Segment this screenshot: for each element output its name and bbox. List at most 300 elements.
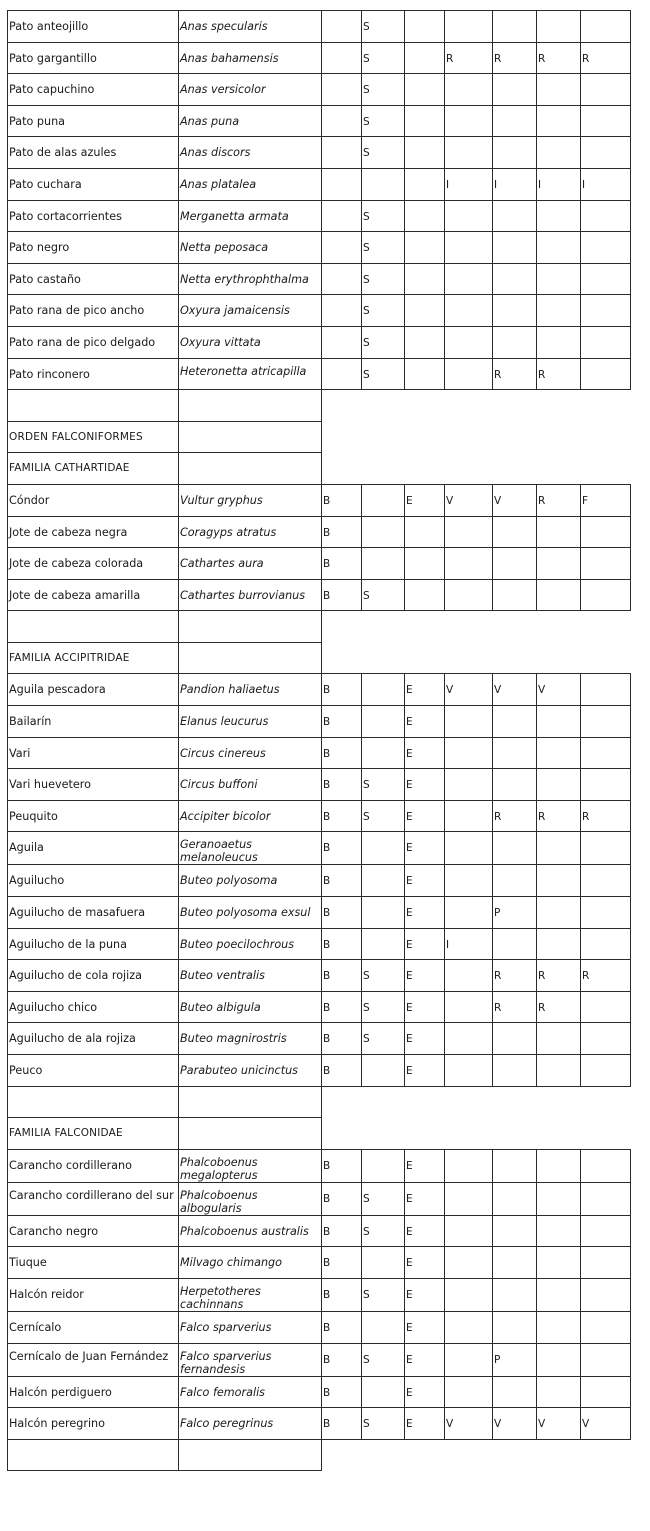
status-code-cell — [581, 769, 631, 801]
status-code-cell — [581, 832, 631, 865]
common-name-cell: Pato cuchara — [8, 168, 179, 200]
scientific-name-cell: Falco peregrinus — [179, 1408, 322, 1440]
status-code-cell: V — [493, 484, 537, 516]
table-row — [8, 1278, 631, 1311]
table-row — [8, 960, 631, 992]
status-code-cell: R — [537, 800, 581, 832]
status-code-cell: E — [405, 1376, 445, 1408]
scientific-name-cell: Buteo ventralis — [179, 960, 322, 992]
status-code-cell — [581, 865, 631, 897]
status-code-cell: E — [405, 1247, 445, 1279]
status-code-cell: E — [405, 928, 445, 960]
common-name-cell: Pato capuchino — [8, 74, 179, 106]
status-code-cell: E — [405, 1023, 445, 1055]
status-code-cell: B — [322, 960, 362, 992]
common-name-cell: Pato negro — [8, 232, 179, 264]
empty-cell — [179, 421, 322, 453]
scientific-name-cell: Falco sparverius — [179, 1311, 322, 1343]
scientific-name-cell: Anas versicolor — [179, 74, 322, 106]
status-code-cell — [537, 548, 581, 580]
status-code-cell — [445, 991, 493, 1023]
scientific-name-cell: Cathartes burrovianus — [179, 579, 322, 611]
status-code-cell — [537, 1182, 581, 1215]
status-code-cell — [537, 1343, 581, 1376]
status-code-cell: E — [405, 1149, 445, 1182]
status-code-cell — [537, 1055, 581, 1087]
status-code-cell — [581, 1055, 631, 1087]
status-code-cell: B — [322, 484, 362, 516]
status-code-cell — [493, 769, 537, 801]
common-name-cell: Halcón perdiguero — [8, 1376, 179, 1408]
status-code-cell — [405, 516, 445, 548]
status-code-cell — [405, 168, 445, 200]
empty-cell — [179, 611, 322, 643]
status-code-cell — [362, 1055, 405, 1087]
status-code-cell — [537, 1278, 581, 1311]
table-row — [8, 865, 631, 897]
status-code-cell: R — [493, 358, 537, 390]
table-row — [8, 548, 631, 580]
section-header: FAMILIA FALCONIDAE — [8, 1118, 179, 1150]
status-code-cell: E — [405, 865, 445, 897]
status-code-cell — [493, 1278, 537, 1311]
status-code-cell: R — [581, 42, 631, 74]
table-row — [8, 674, 631, 706]
status-code-cell: E — [405, 1182, 445, 1215]
status-code-cell — [493, 928, 537, 960]
status-code-cell: S — [362, 960, 405, 992]
common-name-cell: Cernícalo de Juan Fernández — [8, 1343, 179, 1376]
table-row — [8, 1408, 631, 1440]
status-code-cell — [581, 706, 631, 738]
status-code-cell — [581, 232, 631, 264]
status-code-cell — [322, 42, 362, 74]
table-row — [8, 168, 631, 200]
status-code-cell — [445, 200, 493, 232]
status-code-cell: E — [405, 1278, 445, 1311]
status-code-cell: E — [405, 1408, 445, 1440]
scientific-name-cell: Netta erythrophthalma — [179, 263, 322, 295]
status-code-cell — [445, 1182, 493, 1215]
status-code-cell: E — [405, 1215, 445, 1247]
species-table-body — [8, 11, 631, 1471]
status-code-cell — [537, 74, 581, 106]
status-code-cell: S — [362, 42, 405, 74]
status-code-cell — [537, 326, 581, 358]
section-header-row — [8, 421, 631, 453]
table-row — [8, 800, 631, 832]
status-code-cell — [493, 1055, 537, 1087]
common-name-cell: Halcón reidor — [8, 1278, 179, 1311]
scientific-name-cell: Pandion haliaetus — [179, 674, 322, 706]
scientific-name-cell: Merganetta armata — [179, 200, 322, 232]
status-code-cell: S — [362, 579, 405, 611]
status-code-cell — [493, 137, 537, 169]
scientific-name-cell: Buteo polyosoma exsul — [179, 897, 322, 929]
status-code-cell: B — [322, 706, 362, 738]
status-code-cell — [445, 1311, 493, 1343]
status-code-cell: B — [322, 832, 362, 865]
status-code-cell — [405, 137, 445, 169]
table-row — [8, 1343, 631, 1376]
status-code-cell: E — [405, 674, 445, 706]
status-code-cell: R — [537, 991, 581, 1023]
status-code-cell — [537, 1247, 581, 1279]
status-code-cell — [362, 865, 405, 897]
scientific-name-cell: Anas platalea — [179, 168, 322, 200]
status-code-cell: S — [362, 1408, 405, 1440]
table-row — [8, 326, 631, 358]
status-code-cell — [493, 1311, 537, 1343]
status-code-cell: S — [362, 1343, 405, 1376]
status-code-cell: E — [405, 706, 445, 738]
scientific-name-cell: Phalcoboenus megalopterus — [179, 1149, 322, 1182]
scientific-name-cell: Netta peposaca — [179, 232, 322, 264]
status-code-cell — [322, 74, 362, 106]
status-code-cell — [362, 706, 405, 738]
common-name-cell: Pato cortacorrientes — [8, 200, 179, 232]
status-code-cell — [493, 579, 537, 611]
empty-cell — [179, 453, 322, 485]
status-code-cell: R — [493, 960, 537, 992]
empty-cell — [179, 642, 322, 674]
status-code-cell: S — [362, 769, 405, 801]
status-code-cell — [322, 168, 362, 200]
empty-cell — [179, 390, 322, 422]
status-code-cell — [405, 295, 445, 327]
status-code-cell — [445, 1149, 493, 1182]
status-code-cell: B — [322, 579, 362, 611]
status-code-cell: B — [322, 1215, 362, 1247]
status-code-cell — [493, 263, 537, 295]
status-code-cell — [581, 1278, 631, 1311]
status-code-cell — [581, 579, 631, 611]
status-code-cell — [445, 358, 493, 390]
common-name-cell: Aguilucho de la puna — [8, 928, 179, 960]
scientific-name-cell: Anas bahamensis — [179, 42, 322, 74]
table-row — [8, 737, 631, 769]
common-name-cell: Cóndor — [8, 484, 179, 516]
empty-cell — [8, 390, 179, 422]
scientific-name-cell: Vultur gryphus — [179, 484, 322, 516]
status-code-cell: P — [493, 1343, 537, 1376]
status-code-cell — [537, 295, 581, 327]
status-code-cell: E — [405, 737, 445, 769]
common-name-cell: Pato gargantillo — [8, 42, 179, 74]
section-header: FAMILIA CATHARTIDAE — [8, 453, 179, 485]
table-row — [8, 74, 631, 106]
common-name-cell: Jote de cabeza colorada — [8, 548, 179, 580]
common-name-cell: Tiuque — [8, 1247, 179, 1279]
status-code-cell: B — [322, 1023, 362, 1055]
status-code-cell — [493, 1215, 537, 1247]
status-code-cell: V — [581, 1408, 631, 1440]
status-code-cell — [405, 579, 445, 611]
status-code-cell — [445, 1247, 493, 1279]
table-row — [8, 1023, 631, 1055]
status-code-cell: B — [322, 737, 362, 769]
empty-cell — [8, 1439, 179, 1471]
status-code-cell — [581, 1182, 631, 1215]
table-row — [8, 484, 631, 516]
common-name-cell: Aguila — [8, 832, 179, 865]
status-code-cell: S — [362, 1215, 405, 1247]
document-page — [7, 10, 630, 1471]
species-table — [7, 10, 631, 1471]
status-code-cell: B — [322, 991, 362, 1023]
common-name-cell: Bailarín — [8, 706, 179, 738]
table-row — [8, 358, 631, 390]
status-code-cell: R — [493, 800, 537, 832]
status-code-cell — [537, 769, 581, 801]
status-code-cell — [581, 1343, 631, 1376]
table-row — [8, 1149, 631, 1182]
status-code-cell — [445, 832, 493, 865]
scientific-name-cell: Heteronetta atricapilla — [179, 358, 322, 390]
status-code-cell: B — [322, 928, 362, 960]
status-code-cell: B — [322, 1149, 362, 1182]
status-code-cell: B — [322, 1247, 362, 1279]
scientific-name-cell: Geranoaetus melanoleucus — [179, 832, 322, 865]
common-name-cell: Cernícalo — [8, 1311, 179, 1343]
status-code-cell — [581, 928, 631, 960]
status-code-cell — [405, 358, 445, 390]
status-code-cell: R — [537, 484, 581, 516]
status-code-cell — [445, 897, 493, 929]
scientific-name-cell: Circus cinereus — [179, 737, 322, 769]
table-row — [8, 706, 631, 738]
status-code-cell — [362, 1311, 405, 1343]
common-name-cell: Jote de cabeza negra — [8, 516, 179, 548]
table-row — [8, 1182, 631, 1215]
status-code-cell: S — [362, 74, 405, 106]
status-code-cell — [537, 928, 581, 960]
status-code-cell: I — [445, 928, 493, 960]
table-row — [8, 105, 631, 137]
scientific-name-cell: Falco sparverius fernandesis — [179, 1343, 322, 1376]
status-code-cell — [445, 326, 493, 358]
status-code-cell — [493, 865, 537, 897]
status-code-cell: V — [537, 674, 581, 706]
scientific-name-cell: Coragyps atratus — [179, 516, 322, 548]
table-row — [8, 1311, 631, 1343]
empty-cell — [179, 1118, 322, 1150]
status-code-cell: E — [405, 484, 445, 516]
status-code-cell — [322, 263, 362, 295]
scientific-name-cell: Cathartes aura — [179, 548, 322, 580]
status-code-cell — [581, 105, 631, 137]
blank-row — [8, 1439, 631, 1471]
status-code-cell — [493, 1182, 537, 1215]
status-code-cell — [493, 516, 537, 548]
status-code-cell — [322, 232, 362, 264]
scientific-name-cell: Oxyura vittata — [179, 326, 322, 358]
common-name-cell: Carancho cordillerano — [8, 1149, 179, 1182]
status-code-cell — [405, 263, 445, 295]
status-code-cell: B — [322, 897, 362, 929]
status-code-cell — [405, 42, 445, 74]
common-name-cell: Pato castaño — [8, 263, 179, 295]
status-code-cell: S — [362, 105, 405, 137]
status-code-cell — [537, 706, 581, 738]
section-header: ORDEN FALCONIFORMES — [8, 421, 179, 453]
status-code-cell — [537, 1215, 581, 1247]
status-code-cell: B — [322, 865, 362, 897]
table-row — [8, 232, 631, 264]
status-code-cell — [445, 769, 493, 801]
common-name-cell: Peuco — [8, 1055, 179, 1087]
status-code-cell: F — [581, 484, 631, 516]
scientific-name-cell: Buteo albigula — [179, 991, 322, 1023]
status-code-cell — [493, 1149, 537, 1182]
status-code-cell — [445, 263, 493, 295]
status-code-cell — [322, 358, 362, 390]
status-code-cell — [445, 516, 493, 548]
status-code-cell — [581, 11, 631, 43]
status-code-cell — [537, 137, 581, 169]
status-code-cell — [493, 832, 537, 865]
scientific-name-cell: Anas puna — [179, 105, 322, 137]
status-code-cell — [537, 11, 581, 43]
status-code-cell — [493, 548, 537, 580]
status-code-cell — [322, 137, 362, 169]
status-code-cell — [581, 263, 631, 295]
status-code-cell — [445, 1023, 493, 1055]
status-code-cell — [405, 232, 445, 264]
status-code-cell — [445, 548, 493, 580]
status-code-cell — [581, 897, 631, 929]
status-code-cell — [537, 1376, 581, 1408]
section-header: FAMILIA ACCIPITRIDAE — [8, 642, 179, 674]
status-code-cell: S — [362, 200, 405, 232]
status-code-cell — [322, 326, 362, 358]
table-row — [8, 897, 631, 929]
status-code-cell: S — [362, 1278, 405, 1311]
common-name-cell: Pato rana de pico ancho — [8, 295, 179, 327]
status-code-cell — [493, 295, 537, 327]
status-code-cell: V — [493, 1408, 537, 1440]
status-code-cell — [445, 865, 493, 897]
status-code-cell: V — [445, 674, 493, 706]
common-name-cell: Pato rinconero — [8, 358, 179, 390]
scientific-name-cell: Herpetotheres cachinnans — [179, 1278, 322, 1311]
status-code-cell: R — [537, 42, 581, 74]
status-code-cell — [322, 11, 362, 43]
status-code-cell — [581, 991, 631, 1023]
empty-cell — [8, 1086, 179, 1118]
status-code-cell: I — [581, 168, 631, 200]
common-name-cell: Aguilucho de masafuera — [8, 897, 179, 929]
status-code-cell: B — [322, 674, 362, 706]
status-code-cell — [405, 11, 445, 43]
status-code-cell: B — [322, 800, 362, 832]
status-code-cell — [493, 232, 537, 264]
status-code-cell — [405, 200, 445, 232]
common-name-cell: Aguilucho chico — [8, 991, 179, 1023]
table-row — [8, 1055, 631, 1087]
common-name-cell: Pato puna — [8, 105, 179, 137]
status-code-cell — [362, 1149, 405, 1182]
scientific-name-cell: Accipiter bicolor — [179, 800, 322, 832]
status-code-cell — [445, 1278, 493, 1311]
status-code-cell: R — [537, 960, 581, 992]
status-code-cell — [322, 105, 362, 137]
status-code-cell — [362, 168, 405, 200]
status-code-cell — [493, 11, 537, 43]
status-code-cell — [493, 1376, 537, 1408]
status-code-cell: B — [322, 1182, 362, 1215]
status-code-cell — [537, 200, 581, 232]
status-code-cell: E — [405, 991, 445, 1023]
status-code-cell — [362, 516, 405, 548]
status-code-cell — [445, 1343, 493, 1376]
status-code-cell — [362, 737, 405, 769]
status-code-cell — [537, 105, 581, 137]
common-name-cell: Pato de alas azules — [8, 137, 179, 169]
status-code-cell: B — [322, 1343, 362, 1376]
scientific-name-cell: Circus buffoni — [179, 769, 322, 801]
status-code-cell: S — [362, 991, 405, 1023]
status-code-cell — [322, 295, 362, 327]
status-code-cell — [581, 737, 631, 769]
table-row — [8, 263, 631, 295]
status-code-cell — [322, 200, 362, 232]
status-code-cell: V — [445, 1408, 493, 1440]
scientific-name-cell: Buteo magnirostris — [179, 1023, 322, 1055]
status-code-cell: B — [322, 1055, 362, 1087]
scientific-name-cell: Falco femoralis — [179, 1376, 322, 1408]
status-code-cell — [445, 737, 493, 769]
status-code-cell: R — [493, 991, 537, 1023]
table-row — [8, 295, 631, 327]
table-row — [8, 1215, 631, 1247]
status-code-cell — [581, 674, 631, 706]
status-code-cell: S — [362, 263, 405, 295]
common-name-cell: Pato anteojillo — [8, 11, 179, 43]
status-code-cell: E — [405, 769, 445, 801]
status-code-cell: R — [581, 960, 631, 992]
status-code-cell — [493, 1023, 537, 1055]
status-code-cell: V — [493, 674, 537, 706]
status-code-cell: V — [445, 484, 493, 516]
status-code-cell — [581, 1023, 631, 1055]
status-code-cell — [445, 1376, 493, 1408]
status-code-cell: S — [362, 1023, 405, 1055]
common-name-cell: Jote de cabeza amarilla — [8, 579, 179, 611]
status-code-cell: B — [322, 548, 362, 580]
status-code-cell — [445, 11, 493, 43]
status-code-cell: R — [537, 358, 581, 390]
status-code-cell: B — [322, 1408, 362, 1440]
table-row — [8, 137, 631, 169]
status-code-cell — [405, 74, 445, 106]
status-code-cell — [445, 74, 493, 106]
status-code-cell — [537, 1023, 581, 1055]
status-code-cell — [362, 1247, 405, 1279]
status-code-cell — [537, 865, 581, 897]
status-code-cell: I — [537, 168, 581, 200]
status-code-cell — [445, 706, 493, 738]
common-name-cell: Vari huevetero — [8, 769, 179, 801]
status-code-cell — [537, 1311, 581, 1343]
status-code-cell — [581, 358, 631, 390]
table-row — [8, 1247, 631, 1279]
status-code-cell: E — [405, 960, 445, 992]
common-name-cell: Aguilucho de cola rojiza — [8, 960, 179, 992]
status-code-cell — [581, 137, 631, 169]
scientific-name-cell: Parabuteo unicinctus — [179, 1055, 322, 1087]
status-code-cell: E — [405, 897, 445, 929]
